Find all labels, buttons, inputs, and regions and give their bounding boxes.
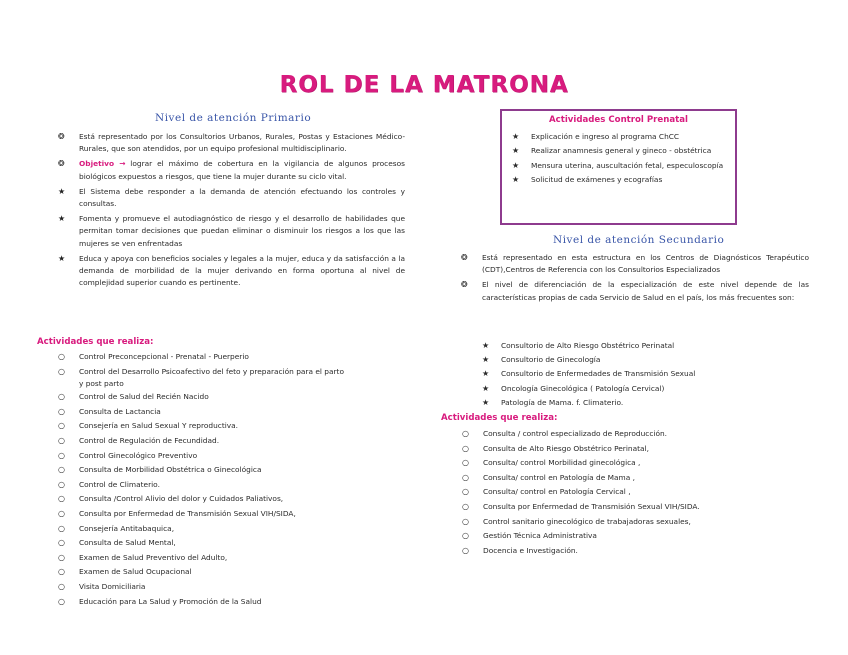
activity-item [462, 529, 700, 544]
prenatal-item-text: Solicitud de exámenes y ecografías [531, 175, 663, 185]
gear-bullet-icon: ❂ [58, 159, 65, 169]
specialty-item [482, 367, 695, 381]
circle-bullet-icon: ○ [58, 366, 65, 376]
activity-item [58, 350, 344, 365]
primary-point-text: lograr el máximo de cobertura en la vigilancia de algunos procesos biológicos expuestos a riesgos, que tiene la mujer durante su ciclo vital. [79, 159, 405, 181]
specialty-text: Consultorio de Enfermedades de Transmisión Sexual [501, 369, 696, 379]
star-bullet-icon: ★ [512, 160, 520, 170]
circle-bullet-icon: ○ [462, 531, 469, 541]
primary-activities-list [58, 350, 344, 609]
secondary-activities-label: Actividades que realiza: [441, 413, 558, 423]
circle-bullet-icon: ○ [462, 472, 469, 482]
specialty-item [482, 353, 695, 367]
prenatal-item [512, 131, 728, 143]
activity-text: Consejería Antitabaquica, [79, 523, 175, 533]
activity-text: Consulta de Salud Mental, [79, 538, 176, 548]
prenatal-item-text: Realizar anamnesis general y gineco - obstétrica [531, 146, 712, 156]
primary-point [58, 213, 405, 250]
star-bullet-icon: ★ [512, 175, 520, 185]
activity-item [58, 536, 344, 551]
star-bullet-icon: ★ [512, 146, 520, 156]
activity-text: Control de Salud del Recién Nacido [79, 392, 209, 402]
circle-bullet-icon: ○ [462, 487, 469, 497]
primary-activities-label: Actividades que realiza: [37, 337, 154, 347]
activity-text: Consulta / control especializado de Reproducción. [483, 429, 668, 438]
activity-text: Consulta de Morbilidad Obstétrica o Ginecológica [79, 465, 262, 475]
circle-bullet-icon: ○ [462, 443, 469, 453]
specialty-item [482, 396, 695, 410]
activity-item [58, 463, 344, 478]
activity-item [462, 456, 700, 471]
activity-item [462, 544, 700, 559]
primary-point-text: El Sistema debe responder a la demanda de atención efectuando los controles y consultas. [79, 186, 405, 209]
activity-text: Consulta/ control en Patología de Mama , [483, 472, 635, 482]
circle-bullet-icon: ○ [462, 501, 469, 511]
specialty-text: Consultorio de Alto Riesgo Obstétrico Perinatal [501, 341, 675, 350]
circle-bullet-icon: ○ [58, 523, 65, 533]
circle-bullet-icon: ○ [58, 552, 65, 562]
activity-text: Consulta de Lactancia [79, 406, 161, 416]
primary-point-text: Fomenta y promueve el autodiagnóstico de riesgo y el desarrollo de habilidades que permitan tomar decisiones que puedan eliminar o disminuir los riesgos a los que las mujeres se ven enfrentadas [79, 214, 405, 248]
activity-item [58, 507, 344, 522]
circle-bullet-icon: ○ [58, 450, 65, 460]
star-bullet-icon: ★ [482, 369, 490, 379]
circle-bullet-icon: ○ [58, 494, 65, 504]
activity-item-continuation [58, 377, 344, 390]
circle-bullet-icon: ○ [58, 465, 65, 475]
prenatal-list [512, 131, 728, 189]
activity-item [58, 449, 344, 464]
activity-text: Consulta por Enfermedad de Transmisión Sexual VIH/SIDA. [483, 501, 700, 511]
primary-point [58, 158, 405, 182]
circle-bullet-icon: ○ [58, 479, 65, 489]
activity-text: Consulta/ control Morbilidad ginecológica , [483, 458, 641, 468]
activity-text: Control de Climaterio. [79, 479, 160, 489]
prenatal-box-title: Actividades Control Prenatal [548, 115, 689, 125]
activity-item [462, 442, 700, 457]
activity-text: Examen de Salud Ocupacional [79, 567, 192, 577]
activity-text: y post parto [79, 379, 124, 389]
activity-item [58, 580, 344, 595]
circle-bullet-icon: ○ [58, 581, 65, 591]
circle-bullet-icon: ○ [58, 596, 65, 606]
activity-text: Consulta /Control Alivio del dolor y Cuidados Paliativos, [79, 494, 284, 504]
activity-text: Docencia e Investigación. [483, 545, 578, 555]
circle-bullet-icon: ○ [58, 508, 65, 518]
primary-point [58, 253, 405, 290]
gear-bullet-icon: ❂ [58, 132, 65, 141]
activity-item [58, 390, 344, 405]
activity-text: Consulta por Enfermedad de Transmisión Sexual VIH/SIDA, [79, 508, 296, 518]
activity-item [462, 485, 700, 500]
secondary-points-list [461, 252, 809, 307]
primary-point-text: Educa y apoya con beneficios sociales y legales a la mujer, educa y da satisfacción a la demanda de morbilidad de la mujer derivando en forma oportuna al nivel de complejidad superior cuando es pertinente. [79, 253, 405, 288]
prenatal-item-text: Mensura uterina, auscultación fetal, especuloscopía [531, 160, 724, 170]
activity-item [58, 492, 344, 507]
activity-text: Control de Regulación de Fecundidad. [79, 435, 220, 445]
activity-item [462, 471, 700, 486]
gear-bullet-icon: ❂ [461, 280, 468, 290]
prenatal-activities-box [500, 109, 737, 225]
secondary-point-text: El nivel de diferenciación de la especialización de este nivel depende de las características propias de cada Servicio de Salud en el país, los más frecuentes son: [482, 280, 809, 302]
circle-bullet-icon: ○ [58, 538, 65, 548]
primary-points-list [58, 131, 405, 292]
prenatal-item [512, 174, 728, 186]
secondary-point-text: Está representado en esta estructura en los Centros de Diagnósticos Terapéutico (CDT),Centros de Referencia con los Consultorios Especializados [482, 253, 809, 275]
activity-item [462, 500, 700, 515]
activity-text: Educación para La Salud y Promoción de la Salud [79, 596, 262, 606]
circle-bullet-icon: ○ [58, 435, 65, 445]
primary-point [58, 186, 405, 210]
activity-text: Control Preconcepcional - Prenatal - Puerperio [79, 352, 249, 361]
gear-bullet-icon: ❂ [461, 253, 468, 262]
activity-item [462, 515, 700, 530]
secondary-point [461, 252, 809, 276]
activity-text: Gestión Técnica Administrativa [483, 531, 597, 541]
page-title: ROL DE LA MATRONA [279, 72, 569, 98]
star-bullet-icon: ★ [58, 214, 66, 224]
specialty-text: Oncología Ginecológica ( Patología Cervical) [501, 383, 665, 393]
star-bullet-icon: ★ [482, 383, 490, 393]
prenatal-item-text: Explicación e ingreso al programa ChCC [531, 132, 680, 141]
prenatal-item [512, 145, 728, 157]
activity-text: Examen de Salud Preventivo del Adulto, [79, 552, 228, 562]
activity-item [58, 551, 344, 566]
activity-text: Consulta de Alto Riesgo Obstétrico Perinatal, [483, 443, 649, 453]
activity-text: Consulta/ control en Patología Cervical , [483, 487, 631, 497]
specialty-item [482, 339, 695, 353]
circle-bullet-icon: ○ [58, 421, 65, 431]
secondary-point [461, 279, 809, 303]
circle-bullet-icon: ○ [462, 429, 469, 438]
circle-bullet-icon: ○ [58, 352, 65, 361]
circle-bullet-icon: ○ [58, 392, 65, 402]
specialty-text: Consultorio de Ginecología [501, 355, 601, 365]
star-bullet-icon: ★ [58, 253, 66, 263]
activity-item [58, 405, 344, 420]
prenatal-item [512, 160, 728, 172]
circle-bullet-icon: ○ [462, 516, 469, 526]
star-bullet-icon: ★ [482, 355, 490, 365]
circle-bullet-icon: ○ [58, 567, 65, 577]
activity-text: Consejería en Salud Sexual Y reproductiva. [79, 421, 239, 431]
activity-text: Control sanitario ginecológico de trabajadoras sexuales, [483, 516, 691, 526]
activity-item [58, 478, 344, 493]
activity-item [58, 522, 344, 537]
circle-bullet-icon: ○ [462, 458, 469, 468]
star-bullet-icon: ★ [482, 341, 490, 350]
star-bullet-icon: ★ [482, 397, 490, 407]
activity-item [58, 565, 344, 580]
secondary-heading: Nivel de atención Secundario [553, 234, 725, 246]
activity-item [58, 595, 344, 610]
primary-heading: Nivel de atención Primario [155, 112, 312, 124]
primary-point-text: Está representado por los Consultorios Urbanos, Rurales, Postas y Estaciones Médico-Rurales, que son atendidos, por un equipo profesional multidisciplinario. [79, 132, 405, 154]
primary-point [58, 131, 405, 155]
secondary-activities-list [462, 427, 700, 558]
activity-text: Control Ginecológico Preventivo [79, 450, 198, 460]
specialty-item [482, 382, 695, 396]
specialties-list [482, 339, 695, 410]
activity-text: Visita Domiciliaria [79, 581, 146, 591]
specialty-text: Patología de Mama. f. Climaterio. [501, 397, 624, 407]
activity-text: Control del Desarrollo Psicoafectivo del feto y preparación para el parto [79, 366, 344, 376]
circle-bullet-icon: ○ [58, 406, 65, 416]
star-bullet-icon: ★ [58, 186, 66, 196]
objective-label: Objetivo → [79, 159, 126, 169]
activity-item [462, 427, 700, 442]
activity-item [58, 434, 344, 449]
circle-bullet-icon: ○ [462, 545, 469, 555]
star-bullet-icon: ★ [512, 132, 520, 141]
activity-item [58, 419, 344, 434]
